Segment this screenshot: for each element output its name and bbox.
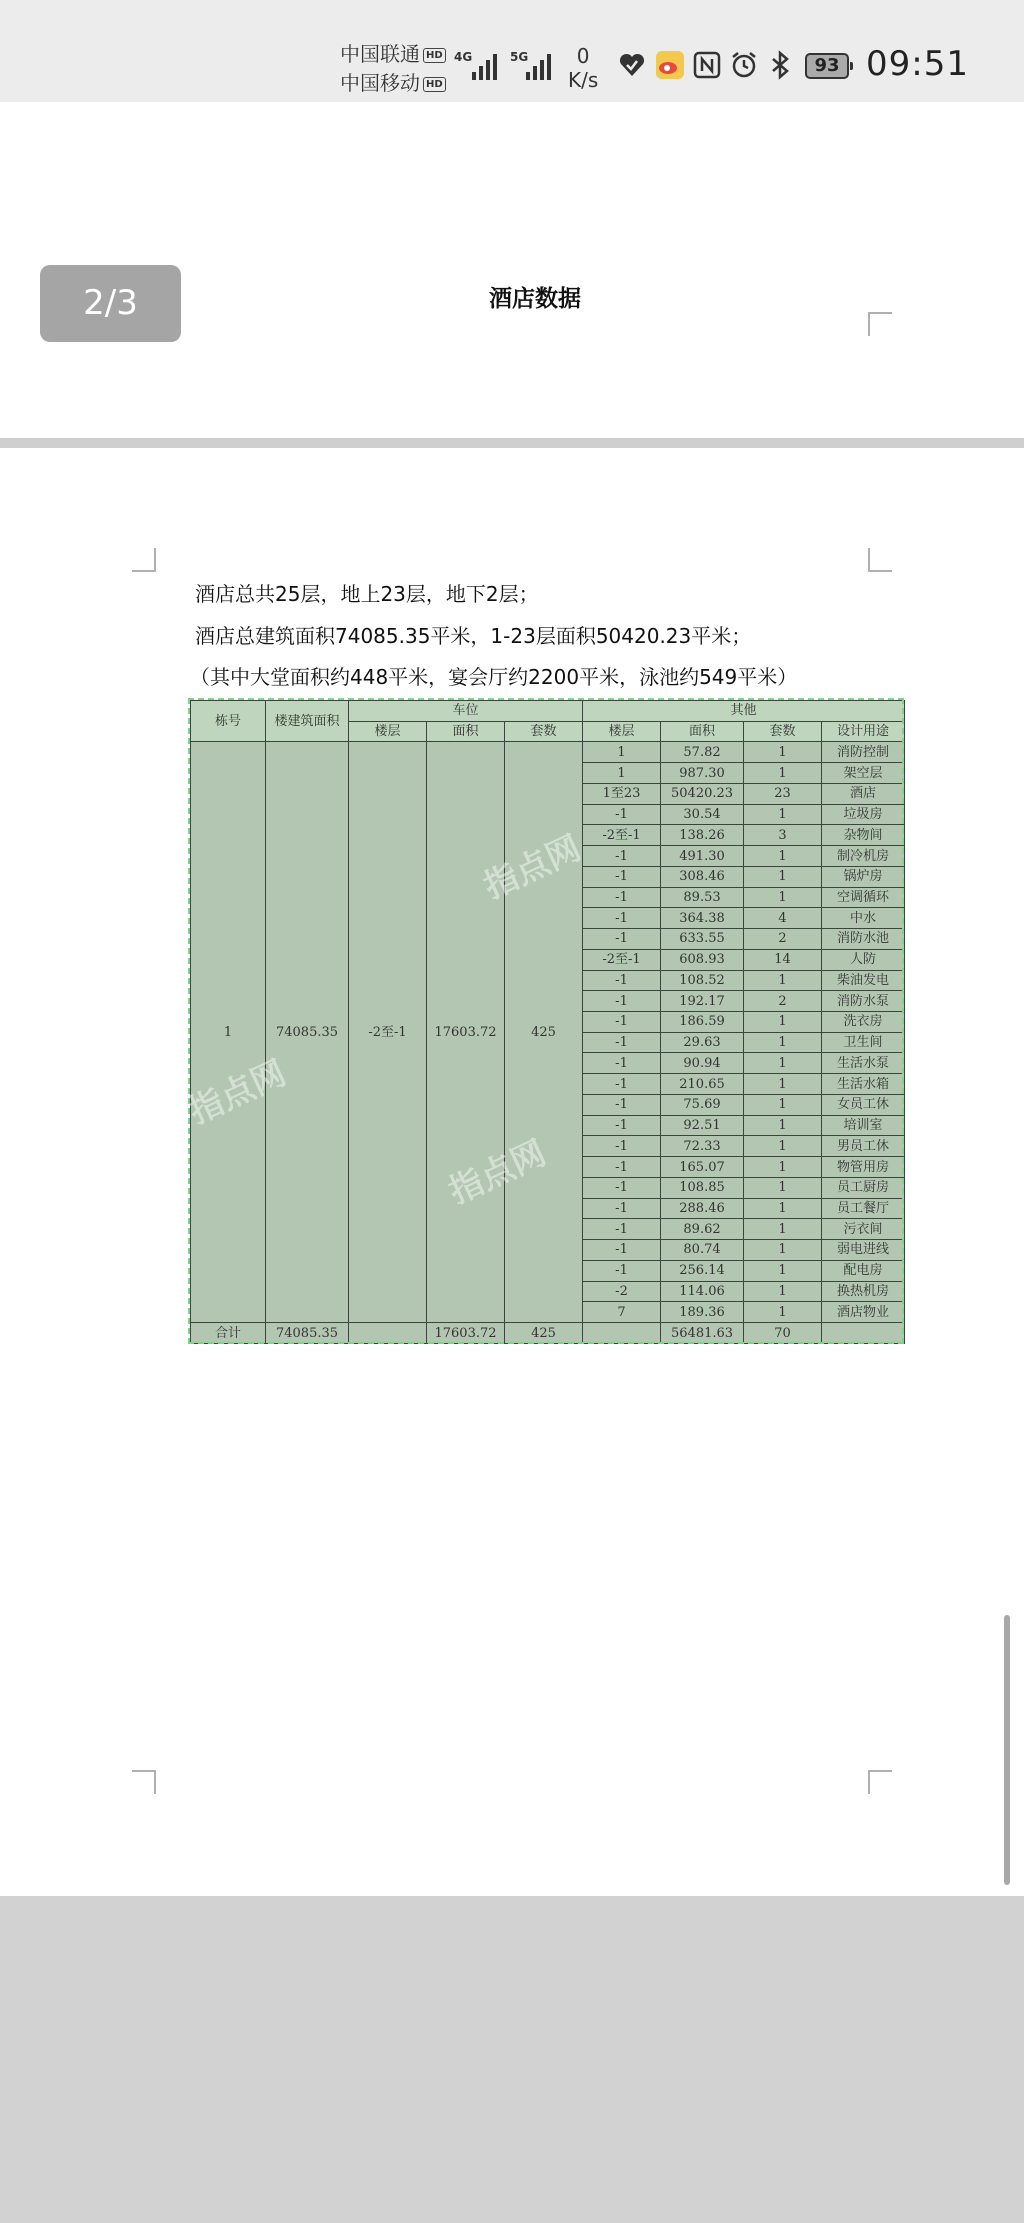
cell-other-units: 4	[744, 908, 822, 929]
cell-other-units: 1	[744, 742, 822, 763]
cell-other-floor: -1	[583, 887, 661, 908]
page-corner-mark	[868, 312, 892, 336]
page-corner-mark	[868, 1770, 892, 1794]
cell-other-floor: 1	[583, 742, 661, 763]
total-other-area: 56481.63	[661, 1323, 744, 1344]
page-corner-mark	[132, 548, 156, 572]
cell-other-units: 23	[744, 783, 822, 804]
cell-other-area: 108.85	[661, 1177, 744, 1198]
header-other-use: 设计用途	[822, 721, 905, 742]
cell-other-use: 污衣间	[822, 1219, 905, 1240]
signal-strength-2-icon	[524, 50, 558, 82]
cell-other-area: 114.06	[661, 1281, 744, 1302]
header-total-area: 楼建筑面积	[266, 701, 349, 742]
total-label: 合计	[191, 1323, 266, 1344]
cell-other-area: 491.30	[661, 846, 744, 867]
cell-total-area: 74085.35	[266, 742, 349, 1323]
cell-other-units: 1	[744, 887, 822, 908]
cell-other-floor: -1	[583, 1032, 661, 1053]
cell-other-use: 女员工休	[822, 1094, 905, 1115]
document-title: 酒店数据	[489, 286, 581, 312]
cell-other-units: 14	[744, 949, 822, 970]
cell-other-area: 57.82	[661, 742, 744, 763]
cell-other-units: 1	[744, 1157, 822, 1178]
table-row	[191, 742, 905, 763]
network-speed-unit: K/s	[568, 68, 599, 92]
battery-indicator: 93	[805, 53, 849, 79]
total-other-use	[822, 1323, 905, 1344]
cell-other-units: 1	[744, 1115, 822, 1136]
table-total-row	[191, 1323, 905, 1344]
status-time: 09:51	[866, 44, 969, 84]
cell-other-floor: 1	[583, 763, 661, 784]
cell-other-floor: -1	[583, 1157, 661, 1178]
header-parking-floor: 楼层	[349, 721, 427, 742]
cell-other-use: 生活水箱	[822, 1074, 905, 1095]
cell-other-units: 1	[744, 1240, 822, 1261]
cell-other-floor: -2	[583, 1281, 661, 1302]
status-bar	[0, 0, 1024, 102]
header-parking: 车位	[349, 701, 583, 722]
cell-other-area: 308.46	[661, 866, 744, 887]
cell-other-floor: -1	[583, 1074, 661, 1095]
cell-other-use: 消防水池	[822, 929, 905, 950]
cell-other-use: 垃圾房	[822, 804, 905, 825]
page-corner-mark	[868, 548, 892, 572]
cell-other-floor: -1	[583, 1012, 661, 1033]
cell-other-area: 108.52	[661, 970, 744, 991]
carrier-1-label: 中国联通	[340, 42, 420, 66]
header-other-area: 面积	[661, 721, 744, 742]
header-other-units: 套数	[744, 721, 822, 742]
cell-other-units: 1	[744, 1281, 822, 1302]
heart-check-icon	[617, 50, 647, 80]
cell-other-floor: -1	[583, 970, 661, 991]
cell-other-use: 卫生间	[822, 1032, 905, 1053]
cell-other-units: 1	[744, 1074, 822, 1095]
cell-other-use: 洗衣房	[822, 1012, 905, 1033]
cell-other-units: 1	[744, 970, 822, 991]
cell-other-units: 1	[744, 804, 822, 825]
cell-other-use: 换热机房	[822, 1281, 905, 1302]
cell-other-area: 138.26	[661, 825, 744, 846]
cell-other-area: 189.36	[661, 1302, 744, 1323]
cell-other-use: 人防	[822, 949, 905, 970]
cell-other-area: 364.38	[661, 908, 744, 929]
cell-other-floor: -1	[583, 929, 661, 950]
cell-other-use: 消防水泵	[822, 991, 905, 1012]
cell-other-floor: -1	[583, 1094, 661, 1115]
network-speed-value: 0	[576, 44, 590, 68]
cell-parking-floor: -2至-1	[349, 742, 427, 1323]
cell-other-units: 2	[744, 991, 822, 1012]
cell-other-area: 165.07	[661, 1157, 744, 1178]
cell-other-use: 中水	[822, 908, 905, 929]
cell-other-floor: -1	[583, 1136, 661, 1157]
hotel-data-table	[190, 700, 905, 1344]
cell-other-units: 1	[744, 1260, 822, 1281]
hd-badge-2: HD	[423, 77, 446, 92]
total-other-units: 70	[744, 1323, 822, 1344]
cell-other-use: 酒店物业	[822, 1302, 905, 1323]
total-parking-units: 425	[505, 1323, 583, 1344]
cell-other-area: 50420.23	[661, 783, 744, 804]
header-parking-area: 面积	[427, 721, 505, 742]
network-speed	[568, 44, 598, 92]
cell-other-units: 1	[744, 1177, 822, 1198]
page-counter: 2/3	[40, 265, 181, 342]
cell-other-area: 75.69	[661, 1094, 744, 1115]
cell-other-area: 30.54	[661, 804, 744, 825]
cell-other-use: 空调循环	[822, 887, 905, 908]
cell-other-floor: -2至-1	[583, 825, 661, 846]
cell-other-use: 配电房	[822, 1260, 905, 1281]
total-other-floor	[583, 1323, 661, 1344]
cell-other-use: 弱电进线	[822, 1240, 905, 1261]
cell-other-floor: -1	[583, 1053, 661, 1074]
cell-other-use: 制冷机房	[822, 846, 905, 867]
cell-other-units: 3	[744, 825, 822, 846]
total-total-area: 74085.35	[266, 1323, 349, 1344]
network-type-1: 4G	[454, 50, 473, 64]
cell-other-area: 987.30	[661, 763, 744, 784]
cell-other-area: 92.51	[661, 1115, 744, 1136]
cell-other-area: 89.53	[661, 887, 744, 908]
cell-other-floor: 7	[583, 1302, 661, 1323]
cell-other-units: 1	[744, 866, 822, 887]
carrier-info	[340, 40, 446, 98]
watermark-text: 指点网	[442, 1132, 553, 1213]
cell-other-area: 72.33	[661, 1136, 744, 1157]
cell-other-use: 架空层	[822, 763, 905, 784]
page-corner-mark	[132, 1770, 156, 1794]
cell-other-floor: -1	[583, 1219, 661, 1240]
cell-other-area: 80.74	[661, 1240, 744, 1261]
header-building-no: 栋号	[191, 701, 266, 742]
cell-other-use: 生活水泵	[822, 1053, 905, 1074]
cell-other-floor: -2至-1	[583, 949, 661, 970]
cell-other-floor: -1	[583, 846, 661, 867]
weibo-icon	[655, 50, 685, 80]
cell-other-use: 消防控制	[822, 742, 905, 763]
cell-other-units: 1	[744, 1032, 822, 1053]
cell-other-floor: -1	[583, 908, 661, 929]
cell-other-use: 杂物间	[822, 825, 905, 846]
cell-other-units: 1	[744, 846, 822, 867]
cell-other-area: 210.65	[661, 1074, 744, 1095]
doc-paragraph-facilities: （其中大堂面积约448平米，宴会厅约2200平米，泳池约549平米）	[190, 665, 798, 689]
table-body	[191, 701, 905, 1344]
cell-other-floor: -1	[583, 804, 661, 825]
cell-other-floor: -1	[583, 1177, 661, 1198]
cell-other-units: 1	[744, 1219, 822, 1240]
cell-other-units: 1	[744, 1136, 822, 1157]
doc-paragraph-floors: 酒店总共25层，地上23层，地下2层；	[195, 582, 539, 606]
cell-other-use: 男员工休	[822, 1136, 905, 1157]
doc-paragraph-area: 酒店总建筑面积74085.35平米，1-23层面积50420.23平米；	[195, 624, 752, 648]
cell-other-area: 29.63	[661, 1032, 744, 1053]
cell-other-area: 288.46	[661, 1198, 744, 1219]
cell-other-floor: -1	[583, 1115, 661, 1136]
hd-badge-1: HD	[423, 48, 446, 63]
nfc-icon	[692, 50, 722, 80]
cell-other-units: 1	[744, 1094, 822, 1115]
total-parking-area: 17603.72	[427, 1323, 505, 1344]
cell-building-no: 1	[191, 742, 266, 1323]
cell-other-use: 柴油发电	[822, 970, 905, 991]
cell-other-use: 培训室	[822, 1115, 905, 1136]
cell-other-use: 员工厨房	[822, 1177, 905, 1198]
cell-other-floor: 1至23	[583, 783, 661, 804]
signal-strength-1-icon	[470, 50, 504, 82]
cell-other-area: 89.62	[661, 1219, 744, 1240]
cell-other-use: 酒店	[822, 783, 905, 804]
cell-other-units: 1	[744, 763, 822, 784]
cell-other-area: 633.55	[661, 929, 744, 950]
bluetooth-icon	[765, 50, 795, 80]
page-separator	[0, 438, 1024, 448]
header-other-floor: 楼层	[583, 721, 661, 742]
header-other: 其他	[583, 701, 905, 722]
cell-other-area: 192.17	[661, 991, 744, 1012]
network-type-2: 5G	[510, 50, 529, 64]
cell-other-use: 锅炉房	[822, 866, 905, 887]
cell-other-area: 186.59	[661, 1012, 744, 1033]
cell-other-floor: -1	[583, 866, 661, 887]
cell-other-floor: -1	[583, 991, 661, 1012]
cell-other-units: 1	[744, 1053, 822, 1074]
alarm-icon	[729, 50, 759, 80]
carrier-2-label: 中国移动	[340, 71, 420, 95]
cell-other-area: 256.14	[661, 1260, 744, 1281]
cell-other-use: 员工餐厅	[822, 1198, 905, 1219]
scrollbar-thumb[interactable]	[1004, 1615, 1010, 1885]
cell-parking-area: 17603.72	[427, 742, 505, 1323]
cell-other-area: 90.94	[661, 1053, 744, 1074]
cell-other-units: 1	[744, 1198, 822, 1219]
cell-other-units: 1	[744, 1012, 822, 1033]
cell-other-floor: -1	[583, 1198, 661, 1219]
cell-other-units: 2	[744, 929, 822, 950]
cell-parking-units: 425	[505, 742, 583, 1323]
cell-other-units: 1	[744, 1302, 822, 1323]
cell-other-floor: -1	[583, 1240, 661, 1261]
table-header-row	[191, 701, 905, 722]
watermark-text: 指点网	[182, 1052, 293, 1133]
watermark-text: 指点网	[477, 827, 588, 908]
cell-other-area: 608.93	[661, 949, 744, 970]
cell-other-use: 物管用房	[822, 1157, 905, 1178]
total-parking-floor	[349, 1323, 427, 1344]
cell-other-floor: -1	[583, 1260, 661, 1281]
hotel-data-table-container	[190, 700, 904, 1344]
header-parking-units: 套数	[505, 721, 583, 742]
